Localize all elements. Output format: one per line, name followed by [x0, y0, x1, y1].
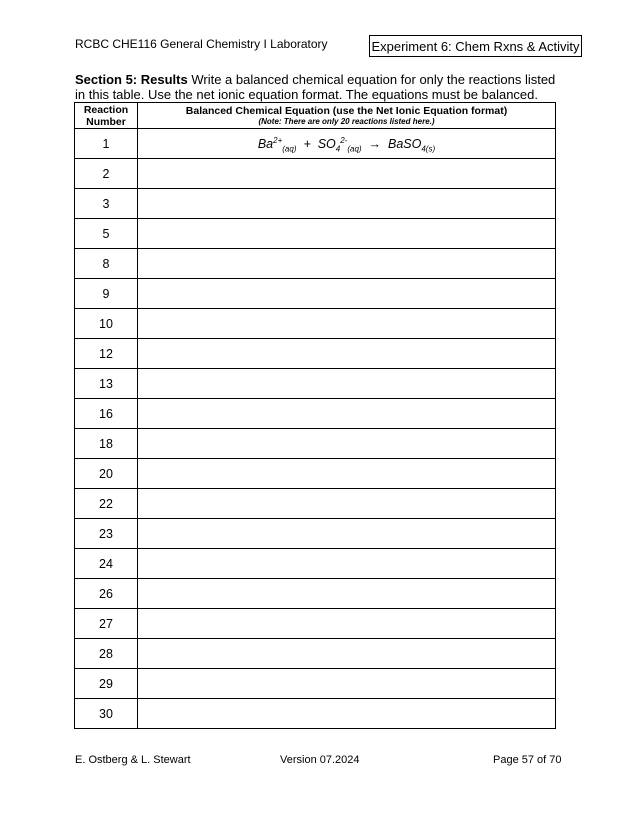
equation-cell[interactable] [138, 669, 556, 699]
reaction-number: 18 [75, 429, 138, 459]
equation-cell[interactable] [138, 339, 556, 369]
table-row [75, 669, 556, 699]
table-row [75, 159, 556, 189]
equation-cell[interactable] [138, 609, 556, 639]
equation-cell-example[interactable]: $Ba^{2+}_{(aq)} + SO_4^{2-}_{(aq)}$ → BaSO$_{4(s)}$ [138, 129, 556, 159]
reaction-number: 5 [75, 219, 138, 249]
equation-cell[interactable] [138, 639, 556, 669]
table-row [75, 639, 556, 669]
reaction-number-header: Reaction Number [75, 103, 138, 129]
instructions-text: Write a balanced chemical equation for only the reactions listed in this table. Use the net ionic equation format. The equations must be balanced. [75, 72, 556, 102]
table-row [75, 549, 556, 579]
reaction-number: 27 [75, 609, 138, 639]
equation-cell[interactable] [138, 519, 556, 549]
equation-cell[interactable] [138, 219, 556, 249]
table-row [75, 429, 556, 459]
table-row [75, 399, 556, 429]
reaction-number: 29 [75, 669, 138, 699]
table-row [75, 249, 556, 279]
table-header-row [75, 103, 556, 129]
section-instructions [75, 72, 561, 102]
results-table [74, 102, 556, 729]
course-title: RCBC CHE116 General Chemistry I Laboratory [75, 37, 328, 51]
table-row [75, 369, 556, 399]
table-row [75, 339, 556, 369]
equation-header-note: (Note: There are only 20 reactions listed here.) [258, 117, 435, 126]
reaction-number: 24 [75, 549, 138, 579]
experiment-title-box: Experiment 6: Chem Rxns & Activity [369, 35, 582, 57]
reaction-number: 26 [75, 579, 138, 609]
equation-cell[interactable] [138, 549, 556, 579]
table-row [75, 699, 556, 729]
reaction-number: 28 [75, 639, 138, 669]
reaction-number: 20 [75, 459, 138, 489]
section-label: Section 5: Results [75, 72, 188, 87]
table-row [75, 489, 556, 519]
footer-version: Version 07.2024 [280, 754, 360, 766]
table-row [75, 129, 556, 159]
equation-cell[interactable] [138, 489, 556, 519]
reaction-number: 12 [75, 339, 138, 369]
table-row [75, 459, 556, 489]
table-row [75, 309, 556, 339]
equation-cell[interactable] [138, 309, 556, 339]
equation-cell[interactable] [138, 579, 556, 609]
reaction-number: 13 [75, 369, 138, 399]
equation-cell[interactable] [138, 459, 556, 489]
reaction-number: 16 [75, 399, 138, 429]
reaction-arrow: → [368, 136, 382, 151]
reaction-number: 30 [75, 699, 138, 729]
reaction-number: 8 [75, 249, 138, 279]
equation-cell[interactable] [138, 159, 556, 189]
table-row [75, 279, 556, 309]
reaction-number: 9 [75, 279, 138, 309]
equation-cell[interactable] [138, 189, 556, 219]
table-row [75, 609, 556, 639]
reaction-number: 10 [75, 309, 138, 339]
table-row [75, 189, 556, 219]
reaction-number: 23 [75, 519, 138, 549]
equation-cell[interactable] [138, 369, 556, 399]
footer-authors: E. Ostberg & L. Stewart [75, 754, 191, 766]
table-row [75, 219, 556, 249]
reaction-number: 2 [75, 159, 138, 189]
equation-cell[interactable] [138, 699, 556, 729]
footer-page: Page 57 of 70 [493, 754, 562, 766]
equation-cell[interactable] [138, 429, 556, 459]
table-row [75, 519, 556, 549]
reaction-number: 3 [75, 189, 138, 219]
equation-cell[interactable] [138, 249, 556, 279]
equation-header: Balanced Chemical Equation (use the Net Ionic Equation format) (Note: There are only 20 reactions listed here.) [138, 103, 556, 129]
equation-cell[interactable] [138, 279, 556, 309]
equation-cell[interactable] [138, 399, 556, 429]
reaction-number: 22 [75, 489, 138, 519]
reaction-number: 1 [75, 129, 138, 159]
table-row [75, 579, 556, 609]
